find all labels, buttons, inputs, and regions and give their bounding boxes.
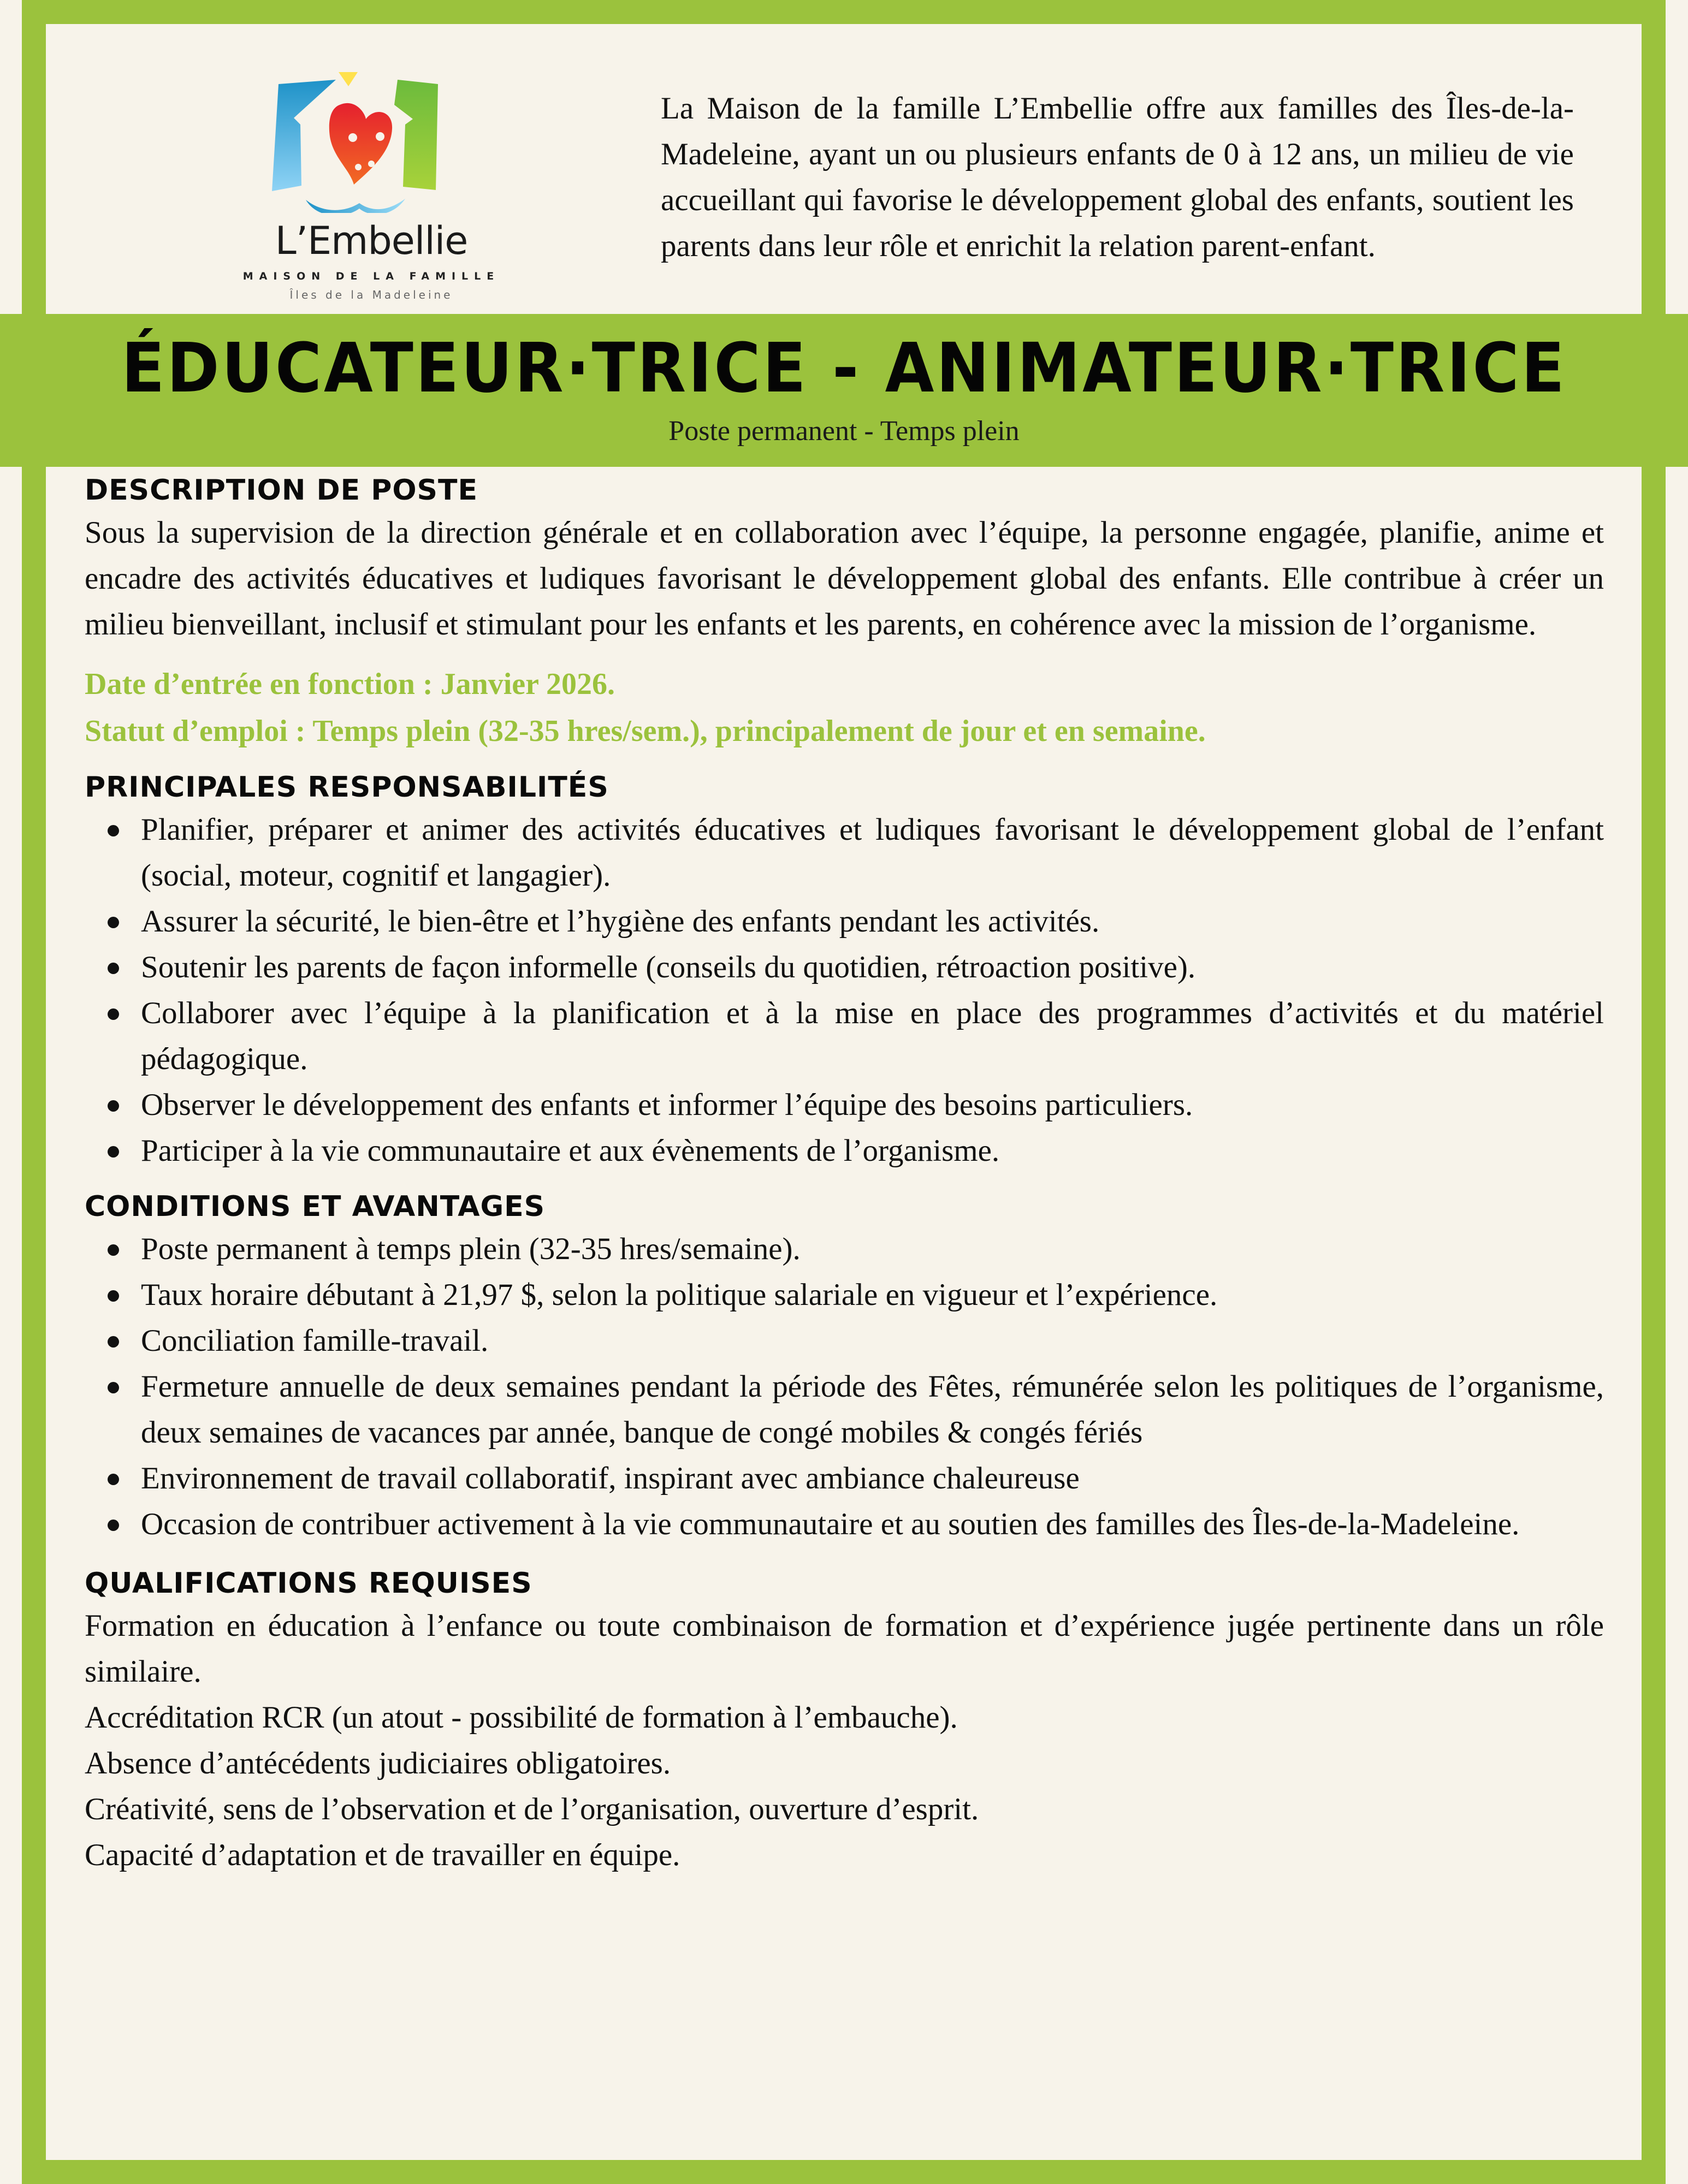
logo-subtitle: MAISON DE LA FAMILLE (242, 270, 500, 282)
responsibility-text: Soutenir les parents de façon informelle (conseils du quotidien, rétroaction positive). (141, 950, 1196, 984)
qualification-line: Absence d’antécédents judiciaires obligatoires. (85, 1746, 671, 1781)
qualifications-heading: QUALIFICATIONS REQUISES (85, 1567, 532, 1600)
list-item (141, 990, 1604, 1082)
responsibility-text: Observer le développement des enfants et informer l’équipe des besoins particuliers. (141, 1088, 1193, 1122)
qualification-line: Capacité d’adaptation et de travailler en équipe. (85, 1838, 680, 1872)
description-heading: DESCRIPTION DE POSTE (85, 474, 478, 507)
organization-logo (229, 60, 513, 306)
bullet-icon (108, 1146, 119, 1158)
list-item (141, 1456, 1604, 1502)
logo-location: Îles de la Madeleine (289, 288, 453, 301)
condition-text: Occasion de contribuer activement à la vie communautaire et au soutien des familles des Îles-de-la-Madeleine. (141, 1507, 1520, 1541)
intro-paragraph: La Maison de la famille L’Embellie offre aux familles des Îles-de-la-Madeleine, ayant un ou plusieurs enfants de 0 à 12 ans, un milieu de vie accueillant qui favorise le développement global des enfants, soutient les parents dans leur rôle et enrichit la relation parent-enfant. (661, 91, 1574, 263)
bullet-icon (108, 1008, 119, 1020)
qualification-line: Formation en éducation à l’enfance ou toute combinaison de formation et d’expérience jugée pertinente dans un rôle similaire. (85, 1609, 1604, 1689)
employment-status: Statut d’emploi : Temps plein (32-35 hres/sem.), principalement de jour et en semaine. (85, 714, 1206, 748)
house-heart-logo-icon (262, 60, 481, 213)
list-item (141, 945, 1604, 990)
logo-name: L’Embellie (275, 218, 468, 263)
bullet-icon (108, 1520, 119, 1531)
start-date: Date d’entrée en fonction : Janvier 2026. (85, 667, 615, 701)
responsibility-text: Assurer la sécurité, le bien-être et l’hygiène des enfants pendant les activités. (141, 904, 1100, 939)
list-item (141, 1128, 1604, 1174)
list-item (141, 1318, 1604, 1364)
bullet-icon (108, 1382, 119, 1393)
job-title: ÉDUCATEUR·TRICE - ANIMATEUR·TRICE (121, 328, 1567, 408)
bullet-icon (108, 917, 119, 928)
responsibilities-section (85, 768, 1604, 1174)
bullet-icon (108, 1290, 119, 1302)
description-text: Sous la supervision de la direction générale et en collaboration avec l’équipe, la personne engagée, planifie, anime et encadre des activités éducatives et ludiques favorisant le développement global des enfants. Elle contribue à créer un milieu bienveillant, inclusif et stimulant pour les enfants et les parents, en cohérence avec la mission de l’organisme. (85, 515, 1604, 642)
responsibility-text: Planifier, préparer et animer des activités éducatives et ludiques favorisant le développement global de l’enfant (social, moteur, cognitif et langagier). (141, 812, 1604, 893)
conditions-section (85, 1187, 1604, 1547)
list-item (141, 899, 1604, 945)
bullet-icon (108, 825, 119, 836)
job-subtitle: Poste permanent - Temps plein (668, 416, 1020, 447)
responsibility-text: Participer à la vie communautaire et aux évènements de l’organisme. (141, 1133, 1000, 1168)
responsibilities-heading: PRINCIPALES RESPONSABILITÉS (85, 771, 609, 804)
qualification-line: Créativité, sens de l’observation et de l’organisation, ouverture d’esprit. (85, 1792, 979, 1826)
responsibility-text: Collaborer avec l’équipe à la planification et à la mise en place des programmes d’activités et du matériel pédagogique. (141, 996, 1604, 1076)
job-content (85, 471, 1604, 1878)
list-item (141, 1272, 1604, 1318)
condition-text: Poste permanent à temps plein (32-35 hres/semaine). (141, 1232, 801, 1266)
bullet-icon (108, 1100, 119, 1112)
condition-text: Conciliation famille-travail. (141, 1324, 489, 1358)
description-section (85, 471, 1604, 755)
bullet-icon (108, 1244, 119, 1256)
bullet-icon (108, 1474, 119, 1485)
list-item (141, 1082, 1604, 1128)
condition-text: Fermeture annuelle de deux semaines pendant la période des Fêtes, rémunérée selon les politiques de l’organisme, deux semaines de vacances par année, banque de congé mobiles & congés fériés (141, 1369, 1604, 1450)
condition-text: Environnement de travail collaboratif, inspirant avec ambiance chaleureuse (141, 1461, 1080, 1495)
condition-text: Taux horaire débutant à 21,97 $, selon la politique salariale en vigueur et l’expérience. (141, 1278, 1218, 1312)
list-item (141, 1364, 1604, 1456)
qualification-line: Accréditation RCR (un atout - possibilité de formation à l’embauche). (85, 1700, 958, 1735)
bullet-icon (108, 963, 119, 974)
list-item (141, 1502, 1604, 1547)
list-item (141, 1226, 1604, 1272)
bullet-icon (108, 1336, 119, 1348)
list-item (141, 807, 1604, 899)
qualifications-section (85, 1564, 1604, 1878)
title-banner (0, 314, 1688, 467)
conditions-heading: CONDITIONS ET AVANTAGES (85, 1190, 546, 1223)
responsibilities-list (85, 807, 1604, 1174)
conditions-list (85, 1226, 1604, 1547)
